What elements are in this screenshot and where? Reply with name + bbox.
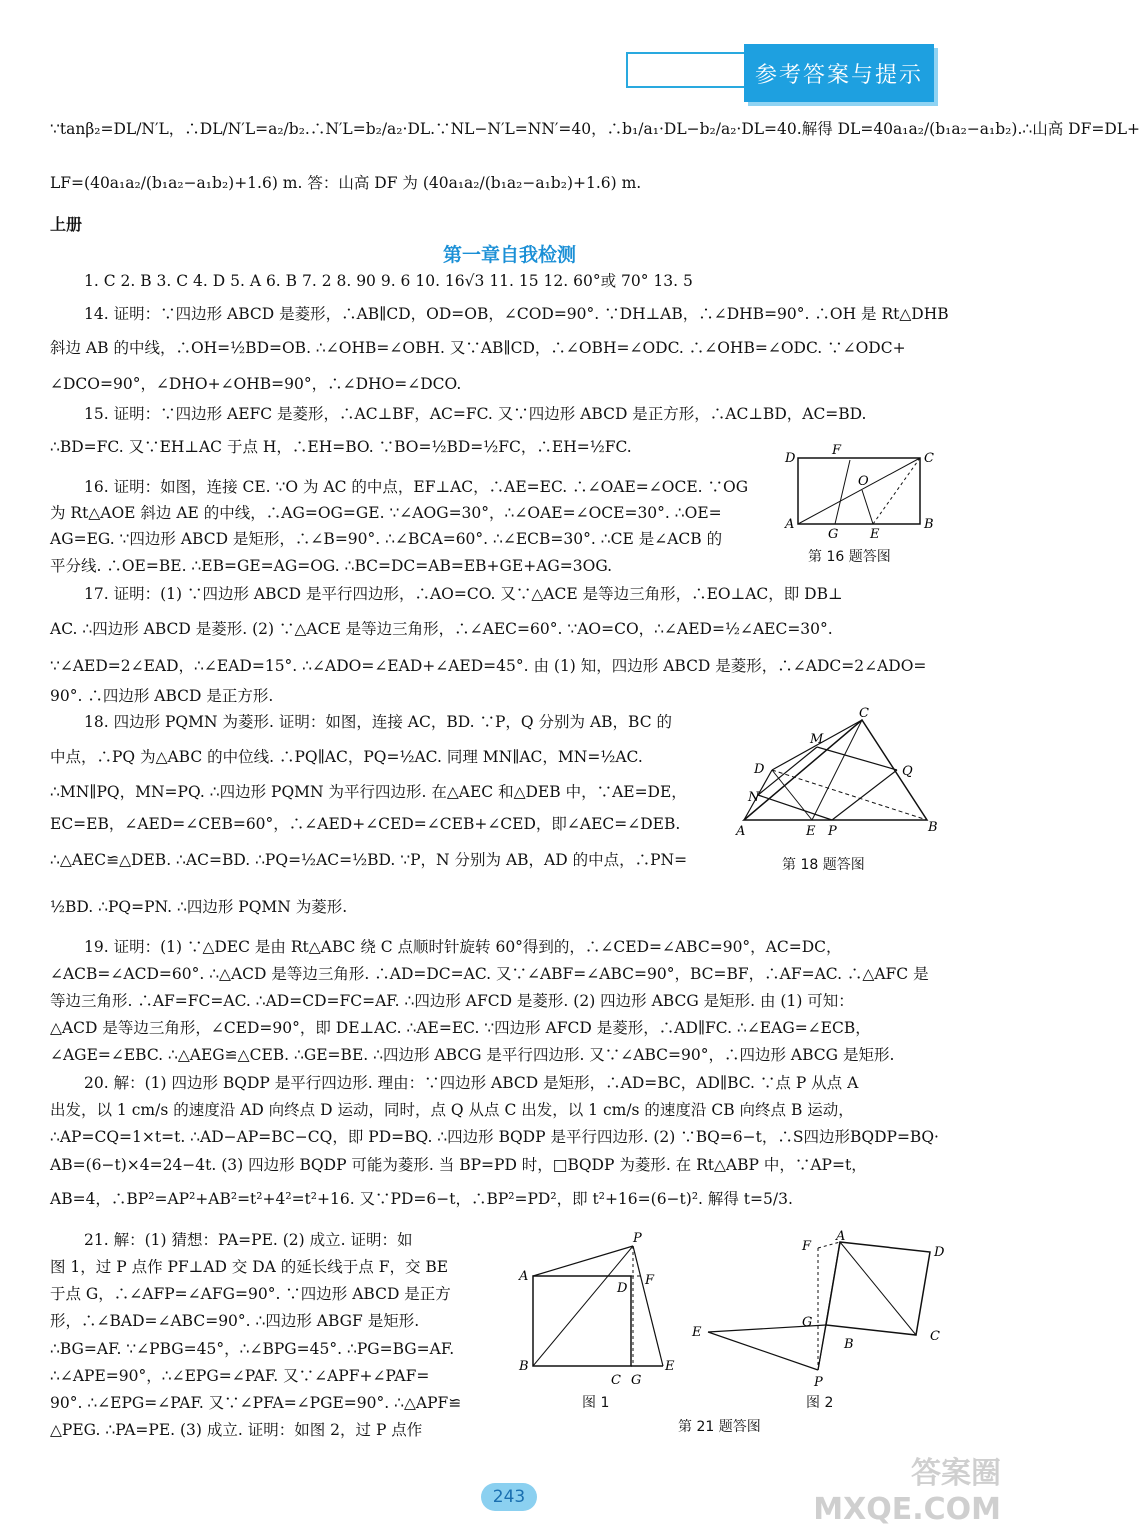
figure-16 <box>780 440 940 540</box>
answer-line: ∠AGE=∠EBC. ∴△AEG≌△CEB. ∴GE=BE. ∴四边形 ABCG 是平行四边形. 又∵∠ABC=90°，∴四边形 ABCG 是矩形. <box>50 1046 895 1064</box>
answer-line: △ACD 是等边三角形，∠CED=90°，即 DE⊥AC. ∴AE=EC. ∵四边形 AFCD 是菱形，∴AD∥FC. ∴∠EAG=∠ECB， <box>50 1019 871 1037</box>
fig21-2-caption: 图 2 <box>806 1395 834 1411</box>
watermark-line-2: MXQE.COM <box>813 1492 1001 1527</box>
svg-text:O: O <box>858 474 869 489</box>
svg-text:E: E <box>870 527 880 542</box>
intro-line-1: ∵tanβ₂=DL/N′L，∴DL/N′L=a₂/b₂.∴N′L=b₂/a₂·DL.∵NL−N′L=NN′=40，∴b₁/a₁·DL−b₂/a₂·DL=40.解得 DL=40a₁a₂/(b₁a₂−a₁b₂).∴山高 DF=DL+ <box>50 120 1140 138</box>
answer-line: 斜边 AB 的中线，∴OH=½BD=OB. ∴∠OHB=∠OBH. 又∵AB∥CD，∴∠OBH=∠ODC. ∴∠OHB=∠ODC. ∵∠ODC+ <box>50 339 906 357</box>
answer-line: 19. 证明：(1) ∵△DEC 是由 Rt△ABC 绕 C 点顺时针旋转 60°得到的，∴∠CED=∠ABC=90°，AC=DC， <box>84 938 842 956</box>
answer-line: ∴AP=CQ=1×t=t. ∴AD−AP=BC−CQ，即 PD=BQ. ∴四边形 BQDP 是平行四边形. (2) ∵BQ=6−t，∴S四边形BQDP=BQ· <box>50 1128 939 1146</box>
svg-text:M: M <box>810 732 824 747</box>
svg-text:B: B <box>928 820 938 835</box>
watermark-logo <box>813 1456 1001 1528</box>
svg-text:P: P <box>814 1375 823 1390</box>
answer-line: 21. 解：(1) 猜想：PA=PE. (2) 成立. 证明：如 <box>84 1231 413 1249</box>
svg-text:C: C <box>924 451 934 466</box>
svg-text:A: A <box>519 1269 529 1284</box>
answer-line: AG=EG. ∵四边形 ABCD 是矩形，∴∠B=90°. ∴∠BCA=60°. ∴∠ECB=30°. ∴CE 是∠ACB 的 <box>50 530 723 548</box>
svg-text:C: C <box>611 1373 621 1388</box>
figure-21-1 <box>515 1228 685 1393</box>
svg-text:A: A <box>836 1229 846 1244</box>
figure-18 <box>732 705 944 840</box>
answer-line: 图 1，过 P 点作 PF⊥AD 交 DA 的延长线于点 F，交 BE <box>50 1258 449 1276</box>
section-label: 上册 <box>50 215 83 234</box>
answer-line: 16. 证明：如图，连接 CE. ∵O 为 AC 的中点，EF⊥AC，∴AE=EC. ∴∠OAE=∠OCE. ∵OG <box>84 478 749 496</box>
svg-text:B: B <box>924 517 934 532</box>
svg-text:D: D <box>785 451 796 466</box>
answer-line: 平分线. ∴OE=BE. ∴EB=GE=AG=OG. ∴BC=DC=AB=EB+GE+AG=3OG. <box>50 557 613 575</box>
answer-line: △PEG. ∴PA=PE. (3) 成立. 证明：如图 2，过 P 点作 <box>50 1421 423 1439</box>
answer-line: 90°. ∴四边形 ABCD 是正方形. <box>50 687 274 705</box>
svg-text:A: A <box>736 824 746 839</box>
svg-text:F: F <box>802 1239 812 1254</box>
answer-line: AB=(6−t)×4=24−4t. (3) 四边形 BQDP 可能为菱形. 当 BP=PD 时，□BQDP 为菱形. 在 Rt△ABP 中，∵AP=t， <box>50 1156 867 1174</box>
answer-line: EC=EB，∠AED=∠CEB=60°，∴∠AED+∠CED=∠CEB+∠CED，即∠AEC=∠DEB. <box>50 815 681 833</box>
answer-line: AB=4，∴BP²=AP²+AB²=t²+4²=t²+16. 又∵PD=6−t，∴BP²=PD²，即 t²+16=(6−t)². 解得 t=5/3. <box>50 1190 793 1208</box>
answer-line: ∴∠APE=90°，∴∠EPG=∠PAF. 又∵∠APF+∠PAF= <box>50 1367 430 1385</box>
answer-line: 中点，∴PQ 为△ABC 的中位线. ∴PQ∥AC，PQ=½AC. 同理 MN∥AC，MN=½AC. <box>50 748 643 766</box>
figure-21-2 <box>690 1230 950 1390</box>
svg-text:N: N <box>748 790 760 805</box>
svg-text:D: D <box>754 762 765 777</box>
chapter-title: 第一章自我检测 <box>442 244 576 266</box>
answer-line: 17. 证明：(1) ∵四边形 ABCD 是平行四边形，∴AO=CO. 又∵△ACE 是等边三角形，∴EO⊥AC，即 DB⊥ <box>84 585 843 603</box>
answer-line: ∠DCO=90°，∠DHO+∠OHB=90°，∴∠DHO=∠DCO. <box>50 375 462 393</box>
answer-line: AC. ∴四边形 ABCD 是菱形. (2) ∵△ACE 是等边三角形，∴∠AEC=60°. ∵AO=CO，∴∠AED=½∠AEC=30°. <box>50 620 833 638</box>
svg-text:G: G <box>828 527 839 542</box>
answer-line: ½BD. ∴PQ=PN. ∴四边形 PQMN 为菱形. <box>50 898 348 916</box>
svg-text:D: D <box>934 1245 945 1260</box>
fig21-caption: 第 21 题答图 <box>678 1419 761 1435</box>
answer-line: 出发，以 1 cm/s 的速度沿 AD 向终点 D 运动，同时，点 Q 从点 C 出发，以 1 cm/s 的速度沿 CB 向终点 B 运动， <box>50 1101 854 1119</box>
answer-line: 20. 解：(1) 四边形 BQDP 是平行四边形. 理由：∵四边形 ABCD 是矩形，∴AD=BC，AD∥BC. ∵点 P 从点 A <box>84 1074 859 1092</box>
watermark-line-1: 答案圈 <box>911 1456 1001 1491</box>
svg-text:Q: Q <box>902 764 913 779</box>
svg-text:E: E <box>692 1325 702 1340</box>
header-frame <box>626 52 746 88</box>
svg-text:E: E <box>806 824 816 839</box>
answer-line: ∴△AEC≌△DEB. ∴AC=BD. ∴PQ=½AC=½BD. ∵P，N 分别为 AB，AD 的中点，∴PN= <box>50 851 688 869</box>
svg-text:F: F <box>645 1273 655 1288</box>
svg-text:D: D <box>617 1281 628 1296</box>
svg-text:C: C <box>930 1329 940 1344</box>
header-tab: 参考答案与提示 <box>744 44 934 102</box>
answer-line: 18. 四边形 PQMN 为菱形. 证明：如图，连接 AC，BD. ∵P，Q 分别为 AB，BC 的 <box>84 713 672 731</box>
answer-line: 1. C 2. B 3. C 4. D 5. A 6. B 7. 2 8. 90 9. 6 10. 16√3 11. 15 12. 60°或 70° 13. 5 <box>84 272 693 290</box>
fig18-caption: 第 18 题答图 <box>782 857 865 873</box>
answer-line: ∴BD=FC. 又∵EH⊥AC 于点 H，∴EH=BO. ∵BO=½BD=½FC，∴EH=½FC. <box>50 438 632 456</box>
answer-line: 15. 证明：∵四边形 AEFC 是菱形，∴AC⊥BF，AC=FC. 又∵四边形 ABCD 是正方形，∴AC⊥BD，AC=BD. <box>84 405 867 423</box>
svg-text:P: P <box>828 824 837 839</box>
svg-text:C: C <box>859 706 869 721</box>
svg-text:B: B <box>519 1359 529 1374</box>
svg-text:G: G <box>802 1315 813 1330</box>
svg-text:B: B <box>844 1337 854 1352</box>
svg-text:G: G <box>631 1373 642 1388</box>
answer-line: 14. 证明：∵四边形 ABCD 是菱形，∴AB∥CD，OD=OB，∠COD=90°. ∵DH⊥AB，∴∠DHB=90°. ∴OH 是 Rt△DHB <box>84 305 949 323</box>
answer-line: ∴MN∥PQ，MN=PQ. ∴四边形 PQMN 为平行四边形. 在△AEC 和△DEB 中，∵AE=DE， <box>50 783 687 801</box>
answer-line: 等边三角形. ∴AF=FC=AC. ∴AD=CD=FC=AF. ∴四边形 AFCD 是菱形. (2) 四边形 ABCG 是矩形. 由 (1) 可知： <box>50 992 854 1010</box>
answer-line: 为 Rt△AOE 斜边 AE 的中线，∴AG=OG=GE. ∵∠AOG=30°，∴∠OAE=∠OCE=30°. ∴OE= <box>50 504 722 522</box>
intro-line-2: LF=(40a₁a₂/(b₁a₂−a₁b₂)+1.6) m. 答：山高 DF 为 (40a₁a₂/(b₁a₂−a₁b₂)+1.6) m. <box>50 174 642 192</box>
fig21-1-caption: 图 1 <box>582 1395 610 1411</box>
svg-text:E: E <box>665 1359 675 1374</box>
svg-text:F: F <box>832 443 842 458</box>
answer-line: ∵∠AED=2∠EAD，∴∠EAD=15°. ∴∠ADO=∠EAD+∠AED=45°. 由 (1) 知，四边形 ABCD 是菱形，∴∠ADC=2∠ADO= <box>50 657 927 675</box>
answer-line: 形，∴∠BAD=∠ABC=90°. ∴四边形 ABGF 是矩形. <box>50 1312 420 1330</box>
svg-text:A: A <box>785 517 795 532</box>
page-number: 243 <box>481 1483 537 1511</box>
answer-line: ∠ACB=∠ACD=60°. ∴△ACD 是等边三角形. ∴AD=DC=AC. 又∵∠ABF=∠ABC=90°，BC=BF，∴AF=AC. ∴△AFC 是 <box>50 965 929 983</box>
svg-text:P: P <box>633 1231 642 1246</box>
answer-line: 于点 G，∴∠AFP=∠AFG=90°. ∵四边形 ABCD 是正方 <box>50 1285 451 1303</box>
fig16-caption: 第 16 题答图 <box>808 549 891 565</box>
answer-line: 90°. ∴∠EPG=∠PAF. 又∵∠PFA=∠PGE=90°. ∴△APF≌ <box>50 1394 462 1412</box>
answer-line: ∴BG=AF. ∵∠PBG=45°，∴∠BPG=45°. ∴PG=BG=AF. <box>50 1340 455 1358</box>
